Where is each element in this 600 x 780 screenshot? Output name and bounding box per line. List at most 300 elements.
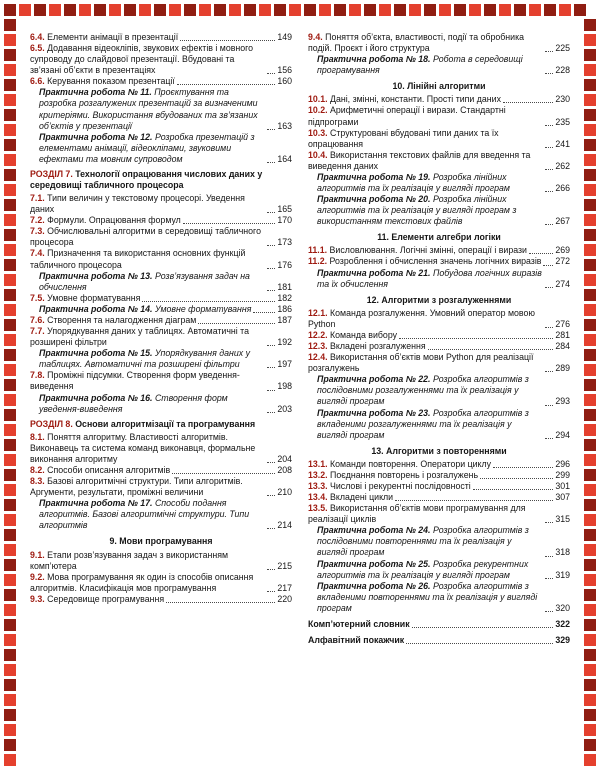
page-number: 274: [555, 278, 570, 289]
dot-leader: [253, 312, 275, 313]
page-number: 230: [555, 94, 570, 105]
dot-leader: [428, 349, 554, 350]
border-square: [4, 259, 16, 271]
toc-entry-number: 12.4.: [308, 352, 331, 363]
border-square: [4, 334, 16, 346]
practical-work-label: Практична робота № 12.: [39, 131, 155, 142]
dot-leader: [180, 40, 275, 41]
toc-entry-number: 13.1.: [308, 458, 331, 469]
dot-leader: [267, 528, 275, 529]
toc-entry-number: 13.5.: [308, 503, 331, 514]
dot-leader: [545, 73, 553, 74]
page-number: 301: [555, 480, 570, 491]
border-square: [184, 4, 196, 16]
border-square: [4, 514, 16, 526]
border-square: [4, 289, 16, 301]
toc-entry: [308, 481, 570, 492]
border-square: [559, 4, 571, 16]
dot-leader: [545, 438, 553, 439]
border-square: [4, 79, 16, 91]
toc-chapter-heading: 13. Алгоритми з повтореннями: [371, 445, 507, 456]
toc-entry: [308, 459, 570, 470]
toc-entry-number: 9.2.: [30, 571, 48, 582]
page-number: 160: [277, 76, 292, 87]
toc-entry: [308, 341, 570, 352]
page-number: 156: [277, 65, 292, 76]
toc-practical-entry: [308, 194, 570, 227]
border-square: [584, 679, 596, 691]
border-square: [289, 4, 301, 16]
border-square: [584, 379, 596, 391]
toc-entry: [30, 293, 292, 304]
toc-entry-label: 13.3. Числові і рекурентні послідовності: [308, 480, 471, 491]
toc-entry-label: 7.3. Обчислювальні алгоритми в середовищі табличного процесора: [30, 226, 261, 248]
border-square: [584, 559, 596, 571]
page-number: 315: [555, 514, 570, 525]
border-square: [4, 589, 16, 601]
border-square: [139, 4, 151, 16]
practical-work-label: Практична робота № 26.: [317, 580, 433, 591]
page-number: 322: [555, 618, 570, 629]
toc-practical-entry: [30, 498, 292, 531]
border-square: [584, 739, 596, 751]
page-number: 214: [277, 520, 292, 531]
page-number: 272: [555, 256, 570, 267]
page-number: 320: [555, 602, 570, 613]
border-square: [584, 424, 596, 436]
page-number: 217: [277, 582, 292, 593]
dot-leader: [267, 290, 275, 291]
toc-practical-entry: [30, 393, 292, 415]
toc-entry-number: 6.5.: [30, 43, 48, 54]
toc-entry-label: 6.6. Керування показом презентації: [30, 76, 175, 87]
border-square: [584, 94, 596, 106]
page-number: 267: [555, 216, 570, 227]
border-square: [349, 4, 361, 16]
toc-entry: [30, 370, 292, 392]
border-square: [584, 634, 596, 646]
toc-entry-number: 10.2.: [308, 105, 331, 116]
border-square: [544, 4, 556, 16]
page-number: 318: [555, 547, 570, 558]
toc-entry-label: 7.6. Створення та налагодження діаграм: [30, 314, 197, 325]
toc-practical-entry: [308, 408, 570, 441]
toc-section-number: РОЗДІЛ 8.: [30, 418, 76, 429]
border-square: [584, 319, 596, 331]
toc-entry-number: 9.3.: [30, 593, 48, 604]
practical-work-label: Практична робота № 19.: [317, 171, 433, 182]
toc-entry-number: 7.1.: [30, 193, 48, 204]
toc-entry: [30, 215, 292, 226]
border-square: [4, 229, 16, 241]
border-square: [514, 4, 526, 16]
toc-practical-entry: [30, 271, 292, 293]
dot-leader: [267, 268, 275, 269]
toc-entry-label: Практична робота № 25. Розробка рекурентних алгоритмів та їх реалізація у вигляді програм: [317, 558, 529, 580]
toc-entry-number: 9.4.: [308, 32, 326, 42]
toc-entry: [30, 572, 292, 594]
toc-entry-number: 7.6.: [30, 314, 48, 325]
page-number: 164: [277, 153, 292, 164]
page-number: 294: [555, 429, 570, 440]
border-square: [4, 424, 16, 436]
toc-chapter-heading: 12. Алгоритми з розгалуженнями: [366, 294, 512, 305]
dot-leader: [177, 84, 275, 85]
border-square: [4, 469, 16, 481]
toc-entry-label: Практична робота № 17. Способи подання алгоритмів. Базові алгоритмічні структури. Типи алгоритмів: [39, 498, 250, 531]
toc-entry: [30, 32, 292, 43]
toc-chapter-heading: 11. Елементи алгебри логіки: [377, 232, 501, 243]
border-square: [584, 124, 596, 136]
toc-section-heading: [30, 419, 292, 430]
toc-entry-label: Практична робота № 24. Розробка алгоритмів з послідовними повтореннями та їх реалізація у вигляді програм: [317, 525, 529, 558]
dot-leader: [545, 224, 553, 225]
border-square: [409, 4, 421, 16]
border-square: [94, 4, 106, 16]
border-square: [4, 724, 16, 736]
page-number: 192: [277, 337, 292, 348]
border-square: [4, 169, 16, 181]
dot-leader: [267, 345, 275, 346]
page-number: 210: [277, 487, 292, 498]
toc-entry: [308, 503, 570, 525]
practical-work-label: Практична робота № 14.: [39, 303, 155, 314]
practical-work-label: Практична робота № 20.: [317, 194, 433, 205]
border-square: [64, 4, 76, 16]
border-square: [584, 439, 596, 451]
toc-practical-entry: [308, 268, 570, 290]
border-square: [584, 244, 596, 256]
border-square: [584, 19, 596, 31]
border-square: [584, 79, 596, 91]
dot-leader: [503, 102, 553, 103]
border-square: [584, 169, 596, 181]
toc-entry-label: 7.5. Умовне форматування: [30, 292, 141, 303]
border-square: [4, 754, 16, 766]
border-square: [4, 274, 16, 286]
toc-section-heading: [30, 169, 292, 191]
border-square: [214, 4, 226, 16]
dot-leader: [473, 489, 554, 490]
practical-work-label: Практична робота № 16.: [39, 392, 155, 403]
toc-column-left: [30, 32, 292, 776]
toc-practical-entry: [308, 54, 570, 76]
border-square: [229, 4, 241, 16]
border-square: [584, 259, 596, 271]
border-square: [4, 64, 16, 76]
border-square: [34, 4, 46, 16]
toc-practical-entry: [308, 581, 570, 614]
page-number: 163: [277, 120, 292, 131]
border-square: [584, 34, 596, 46]
border-square: [4, 409, 16, 421]
border-square: [584, 304, 596, 316]
toc-entry-label: 12.1. Команда розгалуження. Умовний оператор мовою Python: [308, 307, 535, 329]
border-square: [584, 289, 596, 301]
border-square: [4, 304, 16, 316]
page-number: 241: [555, 138, 570, 149]
border-square: [124, 4, 136, 16]
border-square: [439, 4, 451, 16]
page-number: 181: [277, 281, 292, 292]
toc-entry: [308, 256, 570, 267]
border-right: [584, 19, 596, 780]
toc-entry-label: 11.2. Розроблення і обчислення значень логічних виразів: [308, 256, 542, 267]
toc-entry-number: 10.3.: [308, 127, 331, 138]
border-square: [584, 229, 596, 241]
practical-work-label: Практична робота № 23.: [317, 407, 433, 418]
border-square: [4, 19, 16, 31]
page-number: 269: [555, 245, 570, 256]
border-square: [584, 514, 596, 526]
toc-entry-number: 6.6.: [30, 76, 48, 87]
border-square: [394, 4, 406, 16]
page-number: 266: [555, 183, 570, 194]
dot-leader: [142, 301, 275, 302]
border-square: [584, 754, 596, 766]
dot-leader: [267, 412, 275, 413]
border-square: [4, 319, 16, 331]
toc-entry-label: 9.3. Середовище програмування: [30, 593, 165, 604]
toc-entry-number: 8.2.: [30, 464, 48, 475]
page-number: 176: [277, 259, 292, 270]
page-number: 329: [555, 634, 570, 645]
border-square: [4, 4, 16, 16]
toc-entry-number: 7.8.: [30, 370, 48, 381]
toc-entry: [308, 352, 570, 374]
page-number: 228: [555, 65, 570, 76]
toc-entry-number: 10.1.: [308, 94, 331, 105]
border-square: [4, 454, 16, 466]
practical-work-label: Практична робота № 18.: [317, 54, 433, 65]
dot-leader: [183, 223, 276, 224]
toc-entry-label: 8.2. Способи описання алгоритмів: [30, 464, 171, 475]
dot-leader: [545, 287, 553, 288]
toc-entry-label: 9.4. Поняття об’єкта, властивості, події та обробника подій. Проєкт і його структура: [308, 32, 524, 54]
border-square: [584, 154, 596, 166]
toc-entry-label: 10.2. Арифметичні операції і вирази. Стандартні підпрограми: [308, 105, 506, 127]
border-square: [4, 574, 16, 586]
dot-leader: [545, 327, 553, 328]
toc-entry-label: 6.5. Додавання відеокліпів, звукових ефектів і мовного супроводу до слайдової презентації. Вбудовані та зв’язані об’єкти в презентаціях: [30, 43, 254, 76]
border-square: [584, 469, 596, 481]
border-square: [584, 184, 596, 196]
toc-entry-label: Практична робота № 12. Розробка презентацій з елементами анімації, відеокліпами, звуковими ефектами та мовним супроводом: [39, 131, 255, 164]
dot-leader: [198, 323, 275, 324]
border-top: [4, 4, 596, 16]
toc-entry-label: Комп’ютерний словник: [308, 618, 410, 629]
toc-entry-number: 6.4.: [30, 32, 48, 42]
border-square: [304, 4, 316, 16]
toc-entry-label: 10.1. Дані, змінні, константи. Прості типи даних: [308, 94, 501, 105]
page-number: 284: [555, 341, 570, 352]
border-square: [4, 739, 16, 751]
border-square: [4, 529, 16, 541]
toc-entry-number: 13.2.: [308, 469, 331, 480]
dot-leader: [267, 129, 275, 130]
border-square: [4, 694, 16, 706]
border-square: [584, 454, 596, 466]
toc-entry-number: 7.5.: [30, 292, 48, 303]
toc-entry-label: Практична робота № 11. Проєктування та розробка розгалужених презентацій за визначеними критеріями. Використання вбудованих та зв’язаних об’єктів у презентації: [39, 87, 258, 131]
border-square: [19, 4, 31, 16]
practical-work-label: Практична робота № 25.: [317, 558, 433, 569]
border-square: [4, 559, 16, 571]
border-square: [584, 274, 596, 286]
toc-entry-label: Практична робота № 13. Розв’язування задач на обчислення: [39, 270, 250, 292]
dot-leader: [543, 265, 553, 266]
toc-entry-number: 10.4.: [308, 149, 331, 160]
dot-leader: [267, 462, 275, 463]
dot-leader: [545, 147, 553, 148]
toc-entry-number: 7.3.: [30, 226, 48, 237]
practical-work-label: Практична робота № 15.: [39, 348, 155, 359]
dot-leader: [493, 467, 553, 468]
border-square: [4, 484, 16, 496]
dot-leader: [545, 578, 553, 579]
border-square: [454, 4, 466, 16]
toc-entry: [30, 465, 292, 476]
page-number: 276: [555, 318, 570, 329]
border-square: [584, 394, 596, 406]
toc-entry: [30, 326, 292, 348]
dot-leader: [545, 522, 553, 523]
toc-entry: [30, 550, 292, 572]
dot-leader: [172, 473, 275, 474]
toc-entry: [30, 43, 292, 76]
toc-entry-label: Алфавітний покажчик: [308, 634, 405, 645]
toc-entry: [30, 76, 292, 87]
toc-entry-label: Практична робота № 23. Розробка алгоритмів з вкладеними розгалуженнями та їх реалізація у вигляді програм: [317, 407, 529, 440]
toc-entry-number: 9.1.: [30, 549, 48, 560]
border-square: [244, 4, 256, 16]
toc-chapter-heading: 10. Лінійні алгоритми: [392, 81, 486, 92]
toc-entry-number: 12.1.: [308, 307, 331, 318]
toc-entry-label: 9.1. Етапи розв’язування задач з використанням комп’ютера: [30, 549, 229, 571]
page-number: 225: [555, 43, 570, 54]
practical-work-label: Практична робота № 24.: [317, 525, 433, 536]
toc-entry-label: 7.2. Формули. Опрацювання формул: [30, 215, 181, 226]
toc-section-title: Основи алгоритмізації та програмування: [75, 418, 256, 429]
dot-leader: [267, 245, 275, 246]
border-square: [584, 649, 596, 661]
border-square: [584, 199, 596, 211]
border-square: [4, 679, 16, 691]
dot-leader: [267, 367, 275, 368]
page-number: 299: [555, 469, 570, 480]
toc-entry-label: Практична робота № 22. Розробка алгоритмів з послідовними розгалуженнями та їх реалізація у вигляді програм: [317, 374, 529, 407]
border-square: [584, 574, 596, 586]
border-square: [169, 4, 181, 16]
border-square: [259, 4, 271, 16]
border-square: [4, 109, 16, 121]
dot-leader: [545, 169, 553, 170]
dot-leader: [545, 556, 553, 557]
dot-leader: [166, 602, 275, 603]
toc-column-right: [308, 32, 570, 776]
toc-entry: [30, 248, 292, 270]
practical-work-label: Практична робота № 13.: [39, 270, 155, 281]
toc-entry-label: 12.4. Використання об’єктів мови Python для реалізації розгалужень: [308, 352, 534, 374]
border-square: [584, 724, 596, 736]
toc-entry: [30, 315, 292, 326]
border-square: [4, 139, 16, 151]
toc-entry-number: 13.3.: [308, 480, 331, 491]
border-square: [4, 199, 16, 211]
toc-backmatter-entry: [308, 635, 570, 646]
border-square: [49, 4, 61, 16]
page-number: 319: [555, 569, 570, 580]
toc-entry-label: 13.1. Команди повторення. Оператори циклу: [308, 458, 492, 469]
page-number: 293: [555, 396, 570, 407]
border-square: [584, 409, 596, 421]
dot-leader: [267, 495, 275, 496]
toc-entry: [308, 94, 570, 105]
toc-entry: [308, 470, 570, 481]
page-number: 235: [555, 116, 570, 127]
border-square: [4, 244, 16, 256]
page-number: 198: [277, 381, 292, 392]
toc-section-number: РОЗДІЛ 7.: [30, 168, 76, 179]
border-square: [4, 184, 16, 196]
page-number: 307: [555, 492, 570, 503]
page-number: 296: [555, 458, 570, 469]
border-square: [4, 94, 16, 106]
dot-leader: [545, 191, 553, 192]
border-square: [584, 109, 596, 121]
practical-work-label: Практична робота № 22.: [317, 374, 433, 385]
page-number: 149: [277, 32, 292, 42]
border-square: [584, 214, 596, 226]
border-square: [469, 4, 481, 16]
border-square: [4, 49, 16, 61]
page-number: 204: [277, 453, 292, 464]
toc-entry-label: 13.2. Поєднання повторень і розгалужень: [308, 469, 479, 480]
toc-practical-entry: [30, 132, 292, 165]
page-number: 197: [277, 359, 292, 370]
toc-entry: [30, 594, 292, 605]
border-square: [4, 349, 16, 361]
border-square: [4, 604, 16, 616]
page-number: 262: [555, 160, 570, 171]
border-square: [4, 214, 16, 226]
border-square: [379, 4, 391, 16]
border-square: [4, 634, 16, 646]
toc-practical-entry: [308, 559, 570, 581]
toc-practical-entry: [308, 374, 570, 407]
border-square: [574, 4, 586, 16]
border-square: [4, 664, 16, 676]
page-number: 182: [277, 292, 292, 303]
page-number: 215: [277, 560, 292, 571]
toc-entry-label: 12.3. Вкладені розгалуження: [308, 341, 426, 352]
practical-work-label: Практична робота № 17.: [39, 498, 155, 509]
toc-entry-number: 11.2.: [308, 256, 330, 267]
toc-entry-number: 8.1.: [30, 431, 48, 442]
page-number: 170: [277, 215, 292, 226]
toc-entry-label: 7.8. Проміжні підсумки. Створення форм уведення-виведення: [30, 370, 240, 392]
toc-practical-entry: [30, 87, 292, 131]
border-square: [484, 4, 496, 16]
border-square: [584, 544, 596, 556]
toc-entry-label: 13.5. Використання об’єктів мови програмування для реалізації циклів: [308, 503, 526, 525]
toc-entry: [30, 432, 292, 465]
border-square: [4, 649, 16, 661]
toc-entry-number: 11.1.: [308, 245, 330, 256]
dot-leader: [267, 73, 275, 74]
border-square: [319, 4, 331, 16]
border-square: [584, 589, 596, 601]
